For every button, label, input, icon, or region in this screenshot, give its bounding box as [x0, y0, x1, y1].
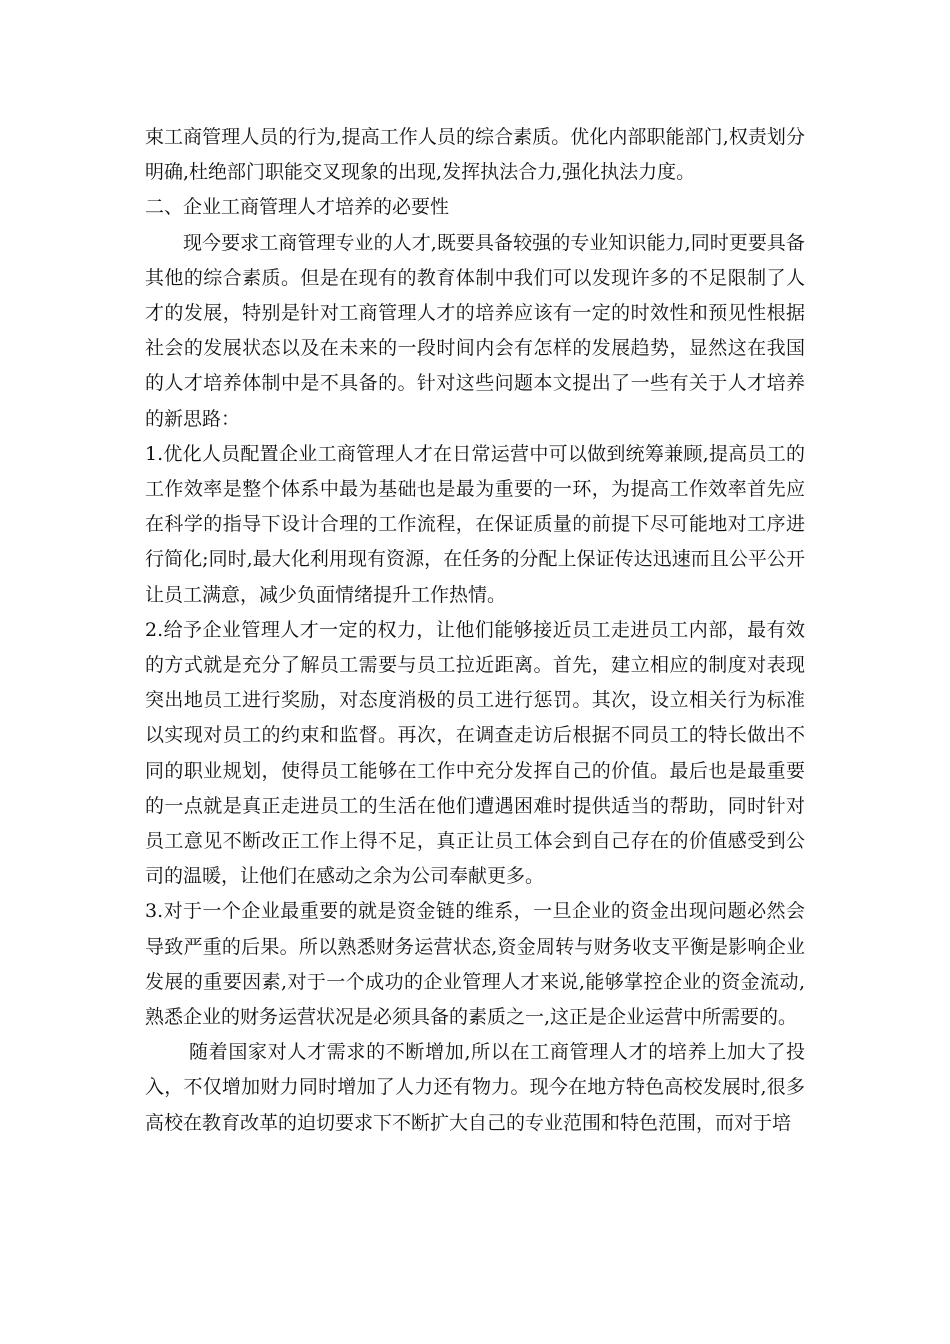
- section-heading: 二、企业工商管理人才培养的必要性: [145, 196, 450, 219]
- document-page: [145, 120, 805, 1141]
- list-item-2: 2.给予企业管理人才一定的权力，让他们能够接近员工走进员工内部，最有效的方式就是充分了解员工需要与员工拉近距离。首先，建立相应的制度对表现突出地员工进行奖励，对态度消极的员工进行惩罚。其次，设立相关行为标准以实现对员工的约束和监督。再次，在调查走访后根据不同员工的特长做出不同的职业规划，使得员工能够在工作中充分发挥自己的价值。最后也是最重要的一点就是真正走进员工的生活在他们遭遇困难时提供适当的帮助，同时针对员工意见不断改正工作上得不足，真正让员工体会到自己存在的价值感受到公司的温暖，让他们在感动之余为公司奉献更多。: [145, 618, 805, 888]
- list-item-3: 3.对于一个企业最重要的就是资金链的维系，一旦企业的资金出现问题必然会导致严重的后果。所以熟悉财务运营状态,资金周转与财务收支平衡是影响企业发展的重要因素,对于一个成功的企业管理人才来说,能够掌控企业的资金流动,熟悉企业的财务运营状况是必须具备的素质之一,这正是企业运营中所需要的。: [145, 900, 805, 1029]
- paragraph-2: 现今要求工商管理专业的人才,既要具备较强的专业知识能力,同时更要具备其他的综合素质。但是在现有的教育体制中我们可以发现许多的不足限制了人才的发展，特别是针对工商管理人才的培养应该有一定的时效性和预见性根据社会的发展状态以及在未来的一段时间内会有怎样的发展趋势，显然这在我国的人才培养体制中是不具备的。针对这些问题本文提出了一些有关于人才培养的新思路：: [145, 231, 805, 430]
- paragraph-3: 随着国家对人才需求的不断增加,所以在工商管理人才的培养上加大了投入，不仅增加财力同时增加了人力还有物力。现今在地方特色高校发展时,很多高校在教育改革的迫切要求下不断扩大自己的专业范围和特色范围，而对于培: [145, 1041, 805, 1134]
- list-item-1: 1.优化人员配置企业工商管理人才在日常运营中可以做到统筹兼顾,提高员工的工作效率是整个体系中最为基础也是最为重要的一环，为提高工作效率首先应在科学的指导下设计合理的工作流程，在保证质量的前提下尽可能地对工序进行简化;同时,最大化利用现有资源，在任务的分配上保证传达迅速而且公平公开让员工满意，减少负面情绪提升工作热情。: [145, 442, 805, 606]
- paragraph-1: 束工商管理人员的行为,提高工作人员的综合素质。优化内部职能部门,权责划分明确,杜绝部门职能交叉现象的出现,发挥执法合力,强化执法力度。: [145, 126, 805, 184]
